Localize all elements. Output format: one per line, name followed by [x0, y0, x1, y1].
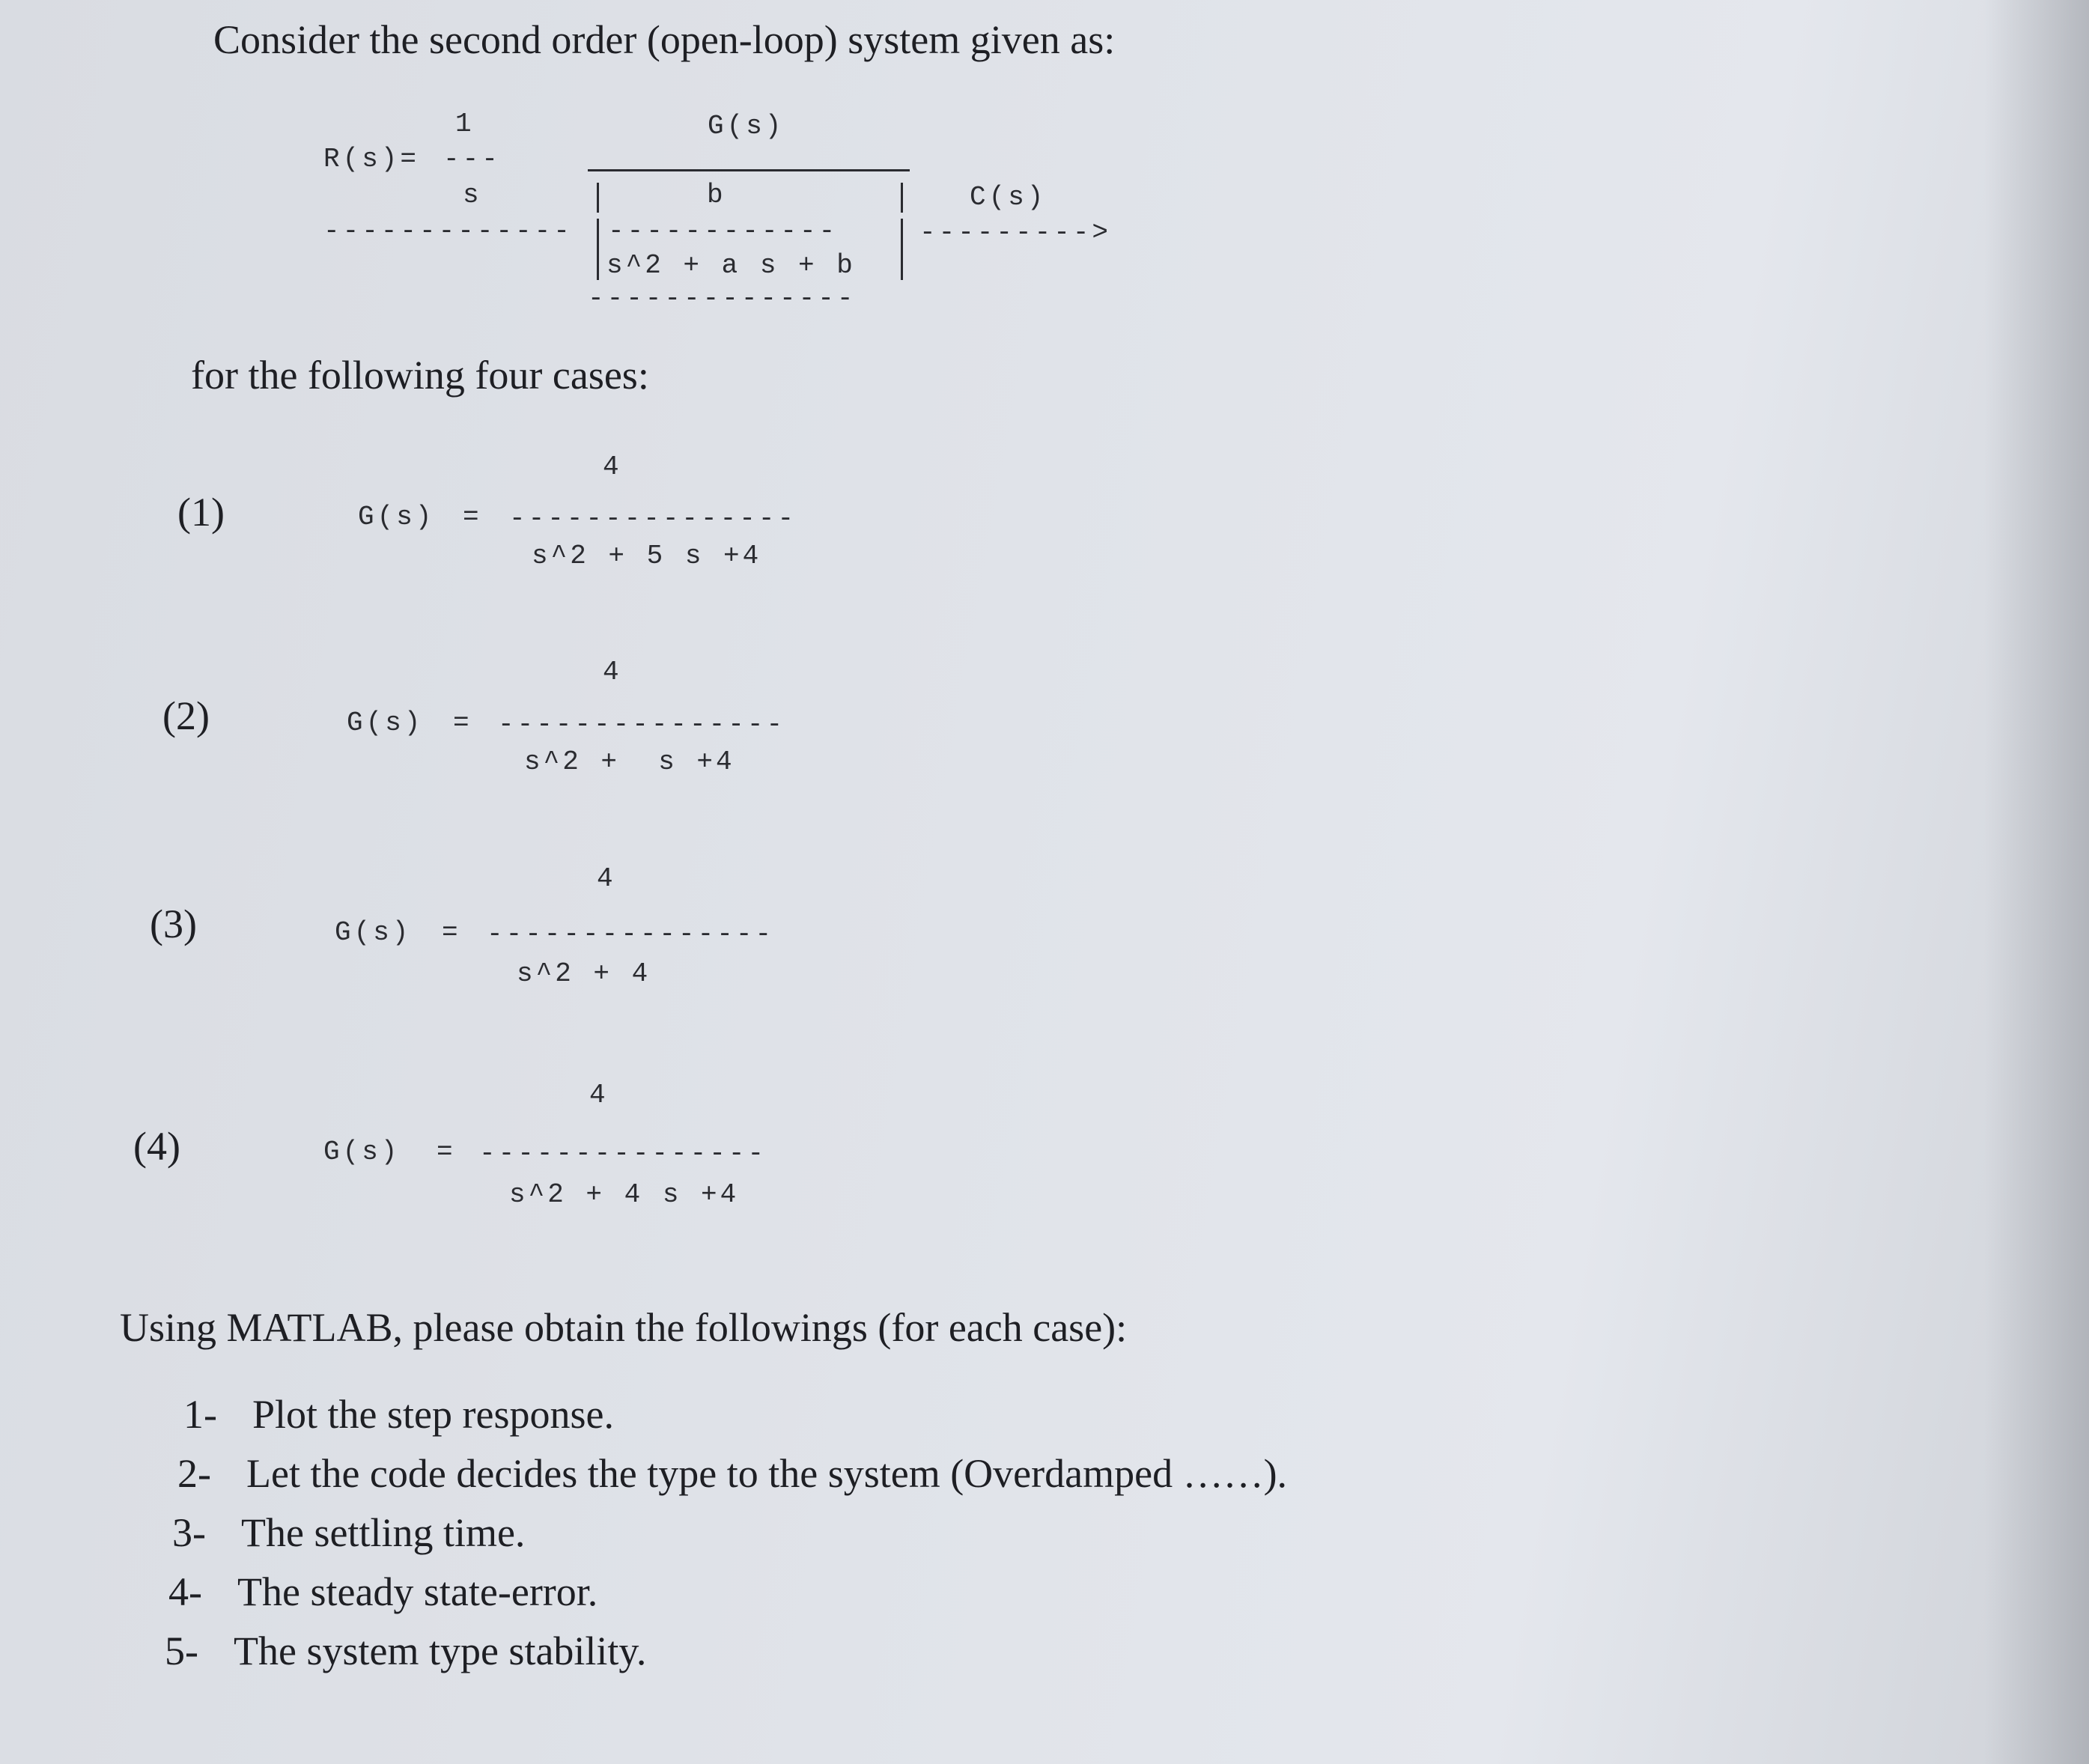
page-edge-shadow [1984, 0, 2089, 1764]
output-label: C(s) [970, 182, 1047, 213]
case-lhs: G(s) [323, 1137, 401, 1167]
task-item [177, 1450, 1287, 1509]
task-item [183, 1391, 1287, 1450]
task-text: The settling time. [241, 1510, 526, 1555]
case-numerator: 4 [603, 657, 622, 687]
input-denominator: s [463, 180, 482, 210]
task-item [168, 1569, 1287, 1628]
task-number: 2- [177, 1451, 211, 1496]
task-text: The system type stability. [234, 1628, 647, 1673]
case-equals: = [463, 502, 482, 532]
case-numerator: 4 [589, 1080, 609, 1110]
intro-text: Consider the second order (open-loop) system given as: [213, 17, 1116, 62]
task-number: 1- [183, 1392, 217, 1437]
case-denominator: s^2 + s +4 [524, 746, 735, 777]
case-lhs: G(s) [335, 917, 412, 948]
case-numerator: 4 [603, 451, 622, 482]
input-fraction-line: --- [443, 144, 501, 174]
case-label: (1) [177, 490, 225, 535]
case-lhs: G(s) [358, 502, 435, 532]
cases-intro: for the following four cases: [191, 353, 649, 398]
case-fraction-line: --------------- [487, 919, 775, 949]
case-fraction-line: --------------- [509, 503, 797, 534]
block-right-edge-upper [901, 183, 903, 213]
case-equals: = [453, 708, 472, 738]
input-label: R(s)= [323, 144, 420, 174]
block-left-edge-upper [597, 183, 599, 213]
task-text: Plot the step response. [252, 1392, 614, 1437]
case-label: (3) [150, 901, 197, 946]
input-wire: ------------- [323, 216, 573, 246]
block-denominator: s^2 + a s + b [606, 250, 856, 281]
task-number: 4- [168, 1569, 202, 1614]
output-arrow: ---------> [919, 217, 1112, 248]
task-item [165, 1628, 1287, 1687]
case-label: (2) [162, 693, 210, 738]
block-title: G(s) [708, 111, 785, 142]
case-equals: = [442, 917, 461, 948]
case-lhs: G(s) [347, 708, 424, 738]
block-right-edge-lower [901, 219, 903, 280]
block-fraction-line: ------------ [608, 216, 839, 246]
case-fraction-line: --------------- [498, 709, 786, 740]
task-number: 3- [172, 1510, 206, 1555]
task-text: The steady state-error. [237, 1569, 598, 1614]
case-fraction-line: --------------- [479, 1138, 767, 1169]
case-numerator: 4 [597, 863, 616, 894]
block-bottom-edge: -------------- [588, 283, 857, 314]
task-list [165, 1391, 1288, 1687]
task-number: 5- [165, 1628, 198, 1673]
block-left-edge-lower [597, 219, 599, 280]
task-item [172, 1509, 1287, 1569]
task-text: Let the code decides the type to the system (Overdamped ……). [246, 1451, 1288, 1496]
matlab-intro: Using MATLAB, please obtain the followings (for each case): [120, 1305, 1128, 1350]
case-denominator: s^2 + 4 s +4 [509, 1179, 740, 1210]
block-numerator: b [707, 180, 726, 210]
block-top-edge [588, 169, 910, 171]
input-numerator: 1 [455, 109, 475, 139]
case-equals: = [437, 1137, 456, 1167]
case-denominator: s^2 + 5 s +4 [532, 541, 762, 571]
case-denominator: s^2 + 4 [517, 958, 651, 989]
case-label: (4) [133, 1124, 180, 1169]
